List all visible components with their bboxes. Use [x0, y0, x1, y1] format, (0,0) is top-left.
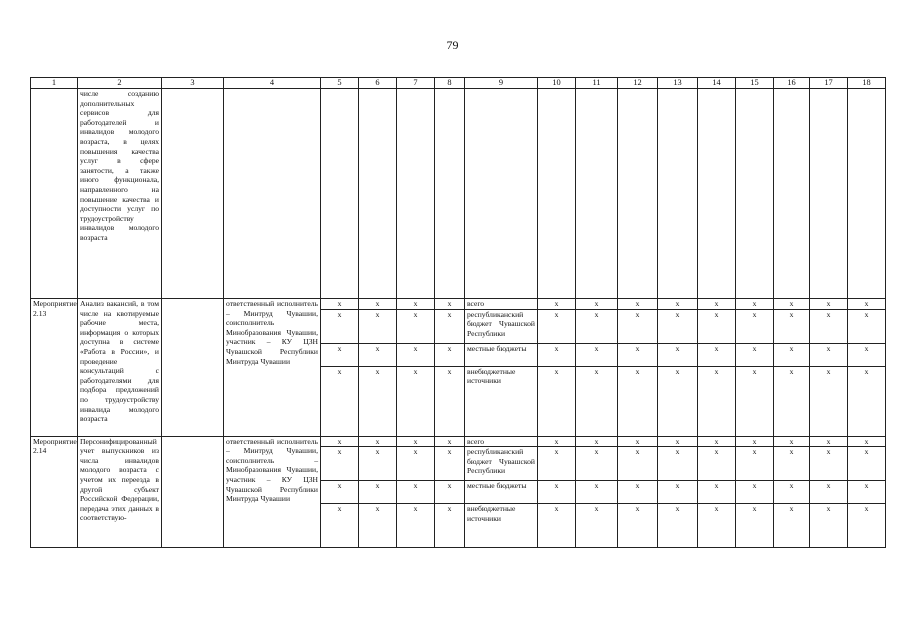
- header-cell: 8: [435, 78, 465, 89]
- mark-cell: x: [658, 299, 698, 310]
- mark-cell: x: [618, 309, 658, 343]
- mark-cell: x: [698, 366, 736, 436]
- mark-cell: x: [618, 481, 658, 504]
- mark-cell: x: [810, 299, 848, 310]
- mark-cell: x: [538, 447, 576, 481]
- mark-cell: x: [321, 481, 359, 504]
- header-cell: 2: [78, 78, 162, 89]
- mark-cell: x: [538, 309, 576, 343]
- mark-cell: x: [810, 447, 848, 481]
- mark-cell: x: [774, 309, 810, 343]
- cell-empty: [774, 89, 810, 299]
- mark-cell: x: [658, 481, 698, 504]
- mark-cell: x: [774, 343, 810, 366]
- mark-cell: x: [848, 436, 886, 447]
- mark-cell: x: [576, 309, 618, 343]
- mark-cell: x: [359, 504, 397, 548]
- mark-cell: x: [359, 309, 397, 343]
- funding-source: республиканский бюджет Чувашской Республики: [465, 309, 538, 343]
- measure-label: Мероприятие 2.14: [31, 436, 78, 548]
- mark-cell: x: [397, 343, 435, 366]
- cell-empty: [848, 89, 886, 299]
- mark-cell: x: [698, 481, 736, 504]
- mark-cell: x: [435, 343, 465, 366]
- mark-cell: x: [698, 504, 736, 548]
- mark-cell: x: [658, 366, 698, 436]
- mark-cell: x: [321, 343, 359, 366]
- mark-cell: x: [435, 366, 465, 436]
- mark-cell: x: [576, 447, 618, 481]
- cell-empty: [465, 89, 538, 299]
- cell-empty: [658, 89, 698, 299]
- cell-description: числе созданию дополнительных сервисов для работодателей и инвалидов молодого возраста, в целях повышения качества услуг в сфере занятости, а также иного функционала, направленного на повышение качества и доступности услуг по трудоустройству инвалидов молодого возраста: [78, 89, 162, 299]
- mark-cell: x: [576, 299, 618, 310]
- mark-cell: x: [397, 504, 435, 548]
- header-cell: 12: [618, 78, 658, 89]
- cell-empty: [618, 89, 658, 299]
- cell-executors: [224, 89, 321, 299]
- mark-cell: x: [698, 309, 736, 343]
- mark-cell: x: [576, 481, 618, 504]
- mark-cell: x: [538, 436, 576, 447]
- header-cell: 5: [321, 78, 359, 89]
- mark-cell: x: [397, 436, 435, 447]
- funding-source: местные бюджеты: [465, 481, 538, 504]
- mark-cell: x: [658, 447, 698, 481]
- measure-executors: ответственный исполнитель – Минтруд Чувашии, соисполнитель Минобразования Чувашии, участник – КУ ЦЗН Чувашской Республики Минтруда Чувашии: [224, 299, 321, 437]
- mark-cell: x: [618, 504, 658, 548]
- cell-empty: [397, 89, 435, 299]
- measure-executors: ответственный исполнитель – Минтруд Чувашии, соисполнитель – Минобразования Чувашии, участник – КУ ЦЗН Чувашской Республики Минтруда Чувашии: [224, 436, 321, 548]
- header-cell: 18: [848, 78, 886, 89]
- funding-source: всего: [465, 436, 538, 447]
- mark-cell: x: [538, 504, 576, 548]
- cell-empty: [435, 89, 465, 299]
- mark-cell: x: [618, 447, 658, 481]
- mark-cell: x: [359, 366, 397, 436]
- mark-cell: x: [736, 299, 774, 310]
- mark-cell: x: [658, 504, 698, 548]
- mark-cell: x: [658, 343, 698, 366]
- mark-cell: x: [576, 343, 618, 366]
- cell-empty: [538, 89, 576, 299]
- mark-cell: x: [321, 366, 359, 436]
- header-row: [31, 78, 886, 89]
- mark-cell: x: [435, 299, 465, 310]
- mark-cell: x: [810, 436, 848, 447]
- mark-cell: x: [435, 504, 465, 548]
- mark-cell: x: [397, 447, 435, 481]
- header-cell: 17: [810, 78, 848, 89]
- mark-cell: x: [698, 447, 736, 481]
- mark-cell: x: [774, 504, 810, 548]
- table-row: [31, 436, 886, 447]
- measure-label: Мероприятие 2.13: [31, 299, 78, 437]
- mark-cell: x: [848, 447, 886, 481]
- table-body: [31, 78, 886, 548]
- mark-cell: x: [810, 343, 848, 366]
- mark-cell: x: [698, 343, 736, 366]
- header-cell: 1: [31, 78, 78, 89]
- table-row: [31, 299, 886, 310]
- mark-cell: x: [774, 436, 810, 447]
- mark-cell: x: [359, 299, 397, 310]
- cell-empty: [359, 89, 397, 299]
- mark-cell: x: [321, 309, 359, 343]
- header-cell: 10: [538, 78, 576, 89]
- funding-source: внебюджетные источники: [465, 366, 538, 436]
- mark-cell: x: [576, 366, 618, 436]
- cell-empty: [698, 89, 736, 299]
- header-cell: 9: [465, 78, 538, 89]
- mark-cell: x: [810, 309, 848, 343]
- cell-empty: [736, 89, 774, 299]
- mark-cell: x: [359, 343, 397, 366]
- cell-empty: [576, 89, 618, 299]
- measure-col3: [162, 299, 224, 437]
- mark-cell: x: [848, 481, 886, 504]
- mark-cell: x: [397, 366, 435, 436]
- header-cell: 3: [162, 78, 224, 89]
- cell-empty: [810, 89, 848, 299]
- mark-cell: x: [618, 299, 658, 310]
- mark-cell: x: [736, 436, 774, 447]
- mark-cell: x: [810, 504, 848, 548]
- header-cell: 15: [736, 78, 774, 89]
- mark-cell: x: [848, 504, 886, 548]
- mark-cell: x: [359, 447, 397, 481]
- mark-cell: x: [736, 447, 774, 481]
- mark-cell: x: [576, 504, 618, 548]
- mark-cell: x: [736, 309, 774, 343]
- mark-cell: x: [774, 447, 810, 481]
- mark-cell: x: [538, 366, 576, 436]
- mark-cell: x: [435, 447, 465, 481]
- mark-cell: x: [538, 299, 576, 310]
- funding-source: всего: [465, 299, 538, 310]
- mark-cell: x: [810, 366, 848, 436]
- mark-cell: x: [848, 343, 886, 366]
- program-table: [30, 77, 886, 548]
- header-cell: 16: [774, 78, 810, 89]
- mark-cell: x: [435, 436, 465, 447]
- funding-source: местные бюджеты: [465, 343, 538, 366]
- header-cell: 11: [576, 78, 618, 89]
- mark-cell: x: [810, 481, 848, 504]
- mark-cell: x: [397, 309, 435, 343]
- header-cell: 7: [397, 78, 435, 89]
- mark-cell: x: [618, 366, 658, 436]
- mark-cell: x: [321, 504, 359, 548]
- mark-cell: x: [359, 436, 397, 447]
- mark-cell: x: [774, 299, 810, 310]
- mark-cell: x: [435, 481, 465, 504]
- mark-cell: x: [658, 309, 698, 343]
- mark-cell: x: [736, 504, 774, 548]
- mark-cell: x: [658, 436, 698, 447]
- cell-empty: [321, 89, 359, 299]
- measure-description: Анализ вакансий, в том числе на квотируемые рабочие места, информация о которых доступна в системе «Работа в России», и проведение консультаций с работодателями для подбора предложений по трудоустройству инвалида молодого возраста: [78, 299, 162, 437]
- mark-cell: x: [848, 299, 886, 310]
- mark-cell: x: [774, 481, 810, 504]
- mark-cell: x: [698, 436, 736, 447]
- mark-cell: x: [538, 343, 576, 366]
- mark-cell: x: [397, 299, 435, 310]
- funding-source: внебюджетные источники: [465, 504, 538, 548]
- cell-col3: [162, 89, 224, 299]
- mark-cell: x: [848, 309, 886, 343]
- mark-cell: x: [618, 436, 658, 447]
- measure-col3: [162, 436, 224, 548]
- mark-cell: x: [321, 447, 359, 481]
- mark-cell: x: [321, 436, 359, 447]
- mark-cell: x: [359, 481, 397, 504]
- header-cell: 6: [359, 78, 397, 89]
- measure-description: Персонифицированный учет выпускников из числа инвалидов молодого возраста с учетом их переезда в другой субъект Российской Федерации, передача этих данных в соответствую-: [78, 436, 162, 548]
- mark-cell: x: [848, 366, 886, 436]
- mark-cell: x: [618, 343, 658, 366]
- mark-cell: x: [736, 366, 774, 436]
- mark-cell: x: [397, 481, 435, 504]
- mark-cell: x: [736, 343, 774, 366]
- mark-cell: x: [321, 299, 359, 310]
- header-cell: 4: [224, 78, 321, 89]
- page-number: 79: [446, 38, 459, 52]
- continuation-row: [31, 89, 886, 299]
- mark-cell: x: [576, 436, 618, 447]
- mark-cell: x: [698, 299, 736, 310]
- cell-measure: [31, 89, 78, 299]
- mark-cell: x: [736, 481, 774, 504]
- mark-cell: x: [774, 366, 810, 436]
- funding-source: республиканский бюджет Чувашской Республики: [465, 447, 538, 481]
- mark-cell: x: [538, 481, 576, 504]
- mark-cell: x: [435, 309, 465, 343]
- header-cell: 13: [658, 78, 698, 89]
- header-cell: 14: [698, 78, 736, 89]
